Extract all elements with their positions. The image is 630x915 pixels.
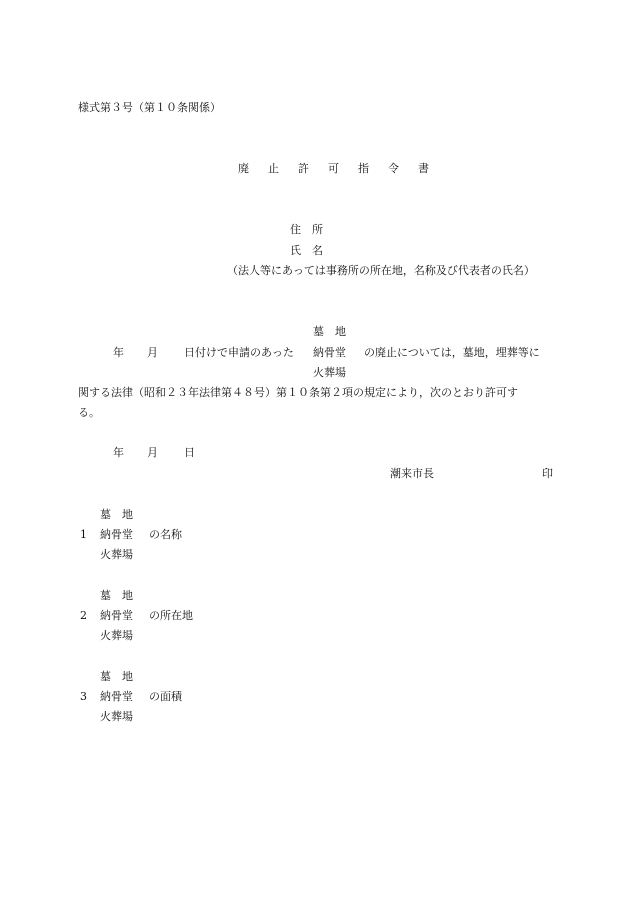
seal-mark: 印: [542, 467, 553, 480]
title-char: 止: [268, 162, 279, 175]
item-2-label: の所在地: [149, 609, 193, 622]
item-1-option-3: 火葬場: [100, 548, 133, 561]
title-char: 指: [358, 162, 369, 175]
item-1-option-1: 墓 地: [100, 508, 133, 521]
item-2-number: 2: [80, 609, 87, 622]
date-month-label: 月: [147, 446, 158, 459]
corporate-note: （法人等にあっては事務所の所在地，名称及び代表者の氏名）: [227, 264, 535, 277]
body-facility-option-2: 納骨堂: [313, 346, 346, 359]
item-2-option-2: 納骨堂: [100, 609, 133, 622]
body-year-label: 年: [113, 346, 124, 359]
body-month-label: 月: [147, 346, 158, 359]
item-2-option-3: 火葬場: [100, 629, 133, 642]
title-char: 令: [388, 162, 399, 175]
item-3-number: 3: [80, 690, 87, 703]
item-3-option-2: 納骨堂: [100, 690, 133, 703]
body-line-3: る。: [78, 406, 100, 419]
body-abolition-text: の廃止については，墓地，埋葬等に: [364, 346, 540, 359]
date-day-label: 日: [184, 446, 195, 459]
body-day-application-text: 日付けで申請のあった: [184, 346, 294, 359]
item-1-number: 1: [80, 528, 87, 541]
body-facility-option-1: 墓 地: [313, 325, 346, 338]
item-3-label: の面積: [149, 690, 182, 703]
body-facility-option-3: 火葬場: [313, 366, 346, 379]
address-label: 住 所: [290, 223, 323, 236]
date-year-label: 年: [113, 446, 124, 459]
item-3-option-1: 墓 地: [100, 670, 133, 683]
body-line-2: 関する法律（昭和２３年法律第４８号）第１０条第２項の規定により，次のとおり許可す: [78, 386, 518, 399]
title-char: 許: [298, 162, 309, 175]
title-char: 廃: [238, 162, 249, 175]
form-number: 様式第３号（第１０条関係）: [78, 101, 221, 114]
item-1-label: の名称: [149, 528, 182, 541]
title-char: 書: [418, 162, 429, 175]
name-label: 氏 名: [290, 244, 323, 257]
issuer-mayor: 潮来市長: [390, 467, 434, 480]
title-char: 可: [328, 162, 339, 175]
item-3-option-3: 火葬場: [100, 710, 133, 723]
document-title: [238, 162, 448, 176]
item-1-option-2: 納骨堂: [100, 528, 133, 541]
item-2-option-1: 墓 地: [100, 589, 133, 602]
